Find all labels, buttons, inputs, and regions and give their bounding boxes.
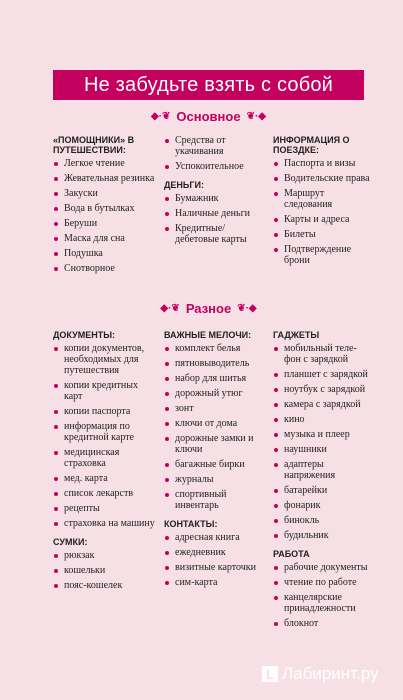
section-heading-misc [53, 300, 364, 316]
list-item: мед. карта [53, 473, 158, 484]
group-list [273, 158, 371, 266]
list-item: Успокоительное [164, 161, 262, 172]
list-item: Водительские права [273, 173, 371, 184]
list-item: дорожный утюг [164, 388, 267, 399]
list-item: список лекарств [53, 488, 158, 499]
group-title: КОНТАКТЫ: [164, 519, 218, 529]
watermark [262, 664, 379, 684]
group-list [273, 562, 373, 629]
group-title: ДЕНЬГИ: [164, 180, 204, 190]
list-item: Снотворное [53, 263, 156, 274]
list-item: батарейки [273, 485, 373, 496]
list-item: Кредитные/ дебетовые карты [164, 223, 262, 245]
list-item: наушники [273, 444, 373, 455]
list-item: камера с зарядкой [273, 399, 373, 410]
page-title: Не забудьте взять с собой [53, 70, 364, 100]
list-item: рабочие документы [273, 562, 373, 573]
group-title: ДОКУМЕНТЫ: [53, 330, 116, 340]
ornament-left-icon: ◆·❦ [151, 110, 171, 122]
list-item: Легкое чтение [53, 158, 156, 169]
list-item: рецепты [53, 503, 158, 514]
group-title: «ПОМОЩНИКИ» В ПУТЕШЕСТВИИ: [53, 135, 135, 155]
list-item: информация по кредитной карте [53, 421, 158, 443]
list-item: Маска для сна [53, 233, 156, 244]
list-item: пятновыводитель [164, 358, 267, 369]
list-item: комплект белья [164, 343, 267, 354]
ornament-right-icon: ❦·◆ [237, 302, 257, 314]
group-list [273, 343, 373, 541]
list-item: фонарик [273, 500, 373, 511]
ornament-right-icon: ❦·◆ [246, 110, 266, 122]
list-item: Подушка [53, 248, 156, 259]
group-list [53, 158, 156, 274]
list-item: кино [273, 414, 373, 425]
group-title: ИНФОРМАЦИЯ О ПОЕЗДКЕ: [273, 135, 350, 155]
section-heading-label: Разное [185, 300, 232, 316]
group-title: РАБОТА [273, 549, 310, 559]
list-item: мобильный теле- фон с зарядкой [273, 343, 373, 365]
list-item: зонт [164, 403, 267, 414]
list-item: Бумажник [164, 193, 262, 204]
misc-column-3 [273, 330, 373, 635]
section-heading-main [53, 108, 364, 124]
list-item: Жевательная резинка [53, 173, 156, 184]
list-item: чтение по работе [273, 577, 373, 588]
list-item: будильник [273, 530, 373, 541]
list-item: рюкзак [53, 550, 158, 561]
list-item: копии кредитных карт [53, 380, 158, 402]
list-item: Маршрут следования [273, 188, 371, 210]
list-item: Закуски [53, 188, 156, 199]
list-item: багажные бирки [164, 459, 267, 470]
group-title: СУМКИ: [53, 537, 88, 547]
list-item: журналы [164, 474, 267, 485]
list-item: страховка на машину [53, 518, 158, 529]
group-list [164, 193, 262, 245]
group-list [164, 343, 267, 511]
list-item: копии паспорта [53, 406, 158, 417]
list-item: медицинская страховка [53, 447, 158, 469]
list-item: сим-карта [164, 577, 267, 588]
group-title: ГАДЖЕТЫ [273, 330, 320, 340]
misc-column-2 [164, 330, 267, 594]
list-item: канцелярские принадлежности [273, 592, 373, 614]
list-item: музыка и плеер [273, 429, 373, 440]
watermark-text: Лабиринт.ру [282, 664, 379, 683]
list-item: Подтверждение брони [273, 244, 371, 266]
list-item: набор для шитья [164, 373, 267, 384]
list-item: Паспорта и визы [273, 158, 371, 169]
list-item: планшет с зарядкой [273, 369, 373, 380]
list-item: дорожные замки и ключи [164, 433, 267, 455]
list-item: кошельки [53, 565, 158, 576]
list-item: Средства от укачивания [164, 135, 262, 157]
group-list [53, 550, 158, 591]
list-item: блокнот [273, 618, 373, 629]
group-list [164, 135, 262, 172]
list-item: Наличные деньги [164, 208, 262, 219]
list-item: спортивный инвентарь [164, 489, 267, 511]
list-item: адресная книга [164, 532, 267, 543]
list-item: Билеты [273, 229, 371, 240]
list-item: ключи от дома [164, 418, 267, 429]
list-item: ежедневник [164, 547, 267, 558]
main-column-2 [164, 135, 262, 251]
group-list [53, 343, 158, 529]
list-item: Карты и адреса [273, 214, 371, 225]
list-item: копии документов, необходимых для путешествия [53, 343, 158, 376]
list-item: Беруши [53, 218, 156, 229]
ornament-left-icon: ◆·❦ [160, 302, 180, 314]
labirint-logo-icon: L [262, 666, 278, 682]
list-item: Вода в бутылках [53, 203, 156, 214]
list-item: визитные карточки [164, 562, 267, 573]
group-list [164, 532, 267, 588]
list-item: ноутбук с зарядкой [273, 384, 373, 395]
list-item: адаптеры напряжения [273, 459, 373, 481]
misc-column-1 [53, 330, 158, 597]
section-heading-label: Основное [176, 108, 241, 124]
group-title: ВАЖНЫЕ МЕЛОЧИ: [164, 330, 252, 340]
main-column-3 [273, 135, 371, 272]
list-item: бинокль [273, 515, 373, 526]
main-column-1 [53, 135, 156, 280]
list-item: пояс-кошелек [53, 580, 158, 591]
